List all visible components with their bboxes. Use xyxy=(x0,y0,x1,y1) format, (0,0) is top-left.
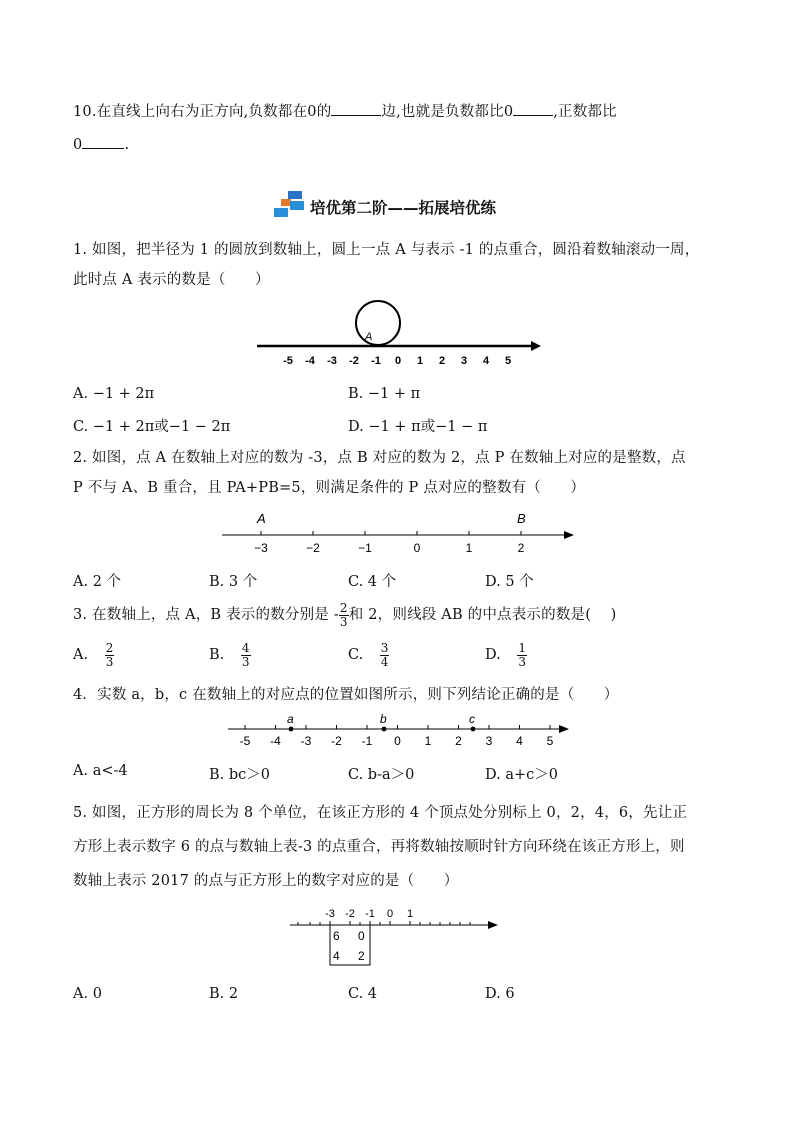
p2-tick-label: 0 xyxy=(413,541,421,555)
p3-stem xyxy=(73,601,616,629)
q10-text-2: 边,也就是负数都比0 xyxy=(381,104,514,120)
p4-label-a: a xyxy=(287,712,294,726)
p2-option-c[interactable]: C. 4 个 xyxy=(348,574,397,590)
p4-tick-label: 2 xyxy=(455,734,462,748)
q10-blank-2[interactable] xyxy=(513,101,553,116)
q10-line2 xyxy=(73,134,129,153)
p4-label-b: b xyxy=(380,712,387,726)
p1-circle xyxy=(356,301,400,345)
p3-fraction xyxy=(339,602,349,629)
q10-line1 xyxy=(73,100,617,121)
p2-tick-label: −3 xyxy=(254,541,268,555)
p2-stem-line2: P 不与 A、B 重合，且 PA+PB=5，则满足条件的 P 点对应的整数有（ ） xyxy=(73,480,586,496)
p2-label-b: B xyxy=(517,511,526,526)
p4-option-d[interactable]: D. a+c＞0 xyxy=(485,767,558,783)
p5-corner-tl: 6 xyxy=(333,929,340,943)
p1-stem-line1: 1. 如图，把半径为 1 的圆放到数轴上，圆上一点 A 与表示 -1 的点重合，圆沿着数轴滚动一周， xyxy=(73,242,700,258)
p3-option-b-den: 3 xyxy=(241,654,250,669)
p4-tick-label: -5 xyxy=(239,734,251,748)
p1-tick-label: -4 xyxy=(305,355,315,367)
p1-stem-line2: 此时点 A 表示的数是（ ） xyxy=(73,272,270,288)
p3-option-b-letter: B. xyxy=(209,647,225,663)
p4-tick-label: 0 xyxy=(394,734,401,748)
p3-option-d-num: 1 xyxy=(518,640,526,655)
p5-corner-tr: 0 xyxy=(358,929,365,943)
p3-frac-den: 3 xyxy=(339,614,348,629)
p5-corner-bl: 4 xyxy=(333,949,340,963)
q10-blank-1[interactable] xyxy=(331,101,381,116)
p2-label-a: A xyxy=(257,511,266,526)
p5-option-b[interactable]: B. 2 xyxy=(209,986,239,1002)
p4-tick-label: 5 xyxy=(546,734,554,748)
p4-tick-label: 3 xyxy=(485,734,493,748)
p3-option-b[interactable] xyxy=(209,640,251,670)
p2-option-d[interactable]: D. 5 个 xyxy=(485,574,534,590)
p1-tick-label: -3 xyxy=(327,355,337,367)
p3-stem-a: 3. 在数轴上，点 A，B 表示的数分别是 - xyxy=(73,607,339,623)
p1-tick-label: 0 xyxy=(394,355,402,367)
q10-text-3: ,正数都比 xyxy=(553,104,617,120)
p5-tick-label: -1 xyxy=(365,908,375,920)
p5-tick-label: 1 xyxy=(406,908,414,920)
p3-option-c-num: 3 xyxy=(380,640,389,655)
p4-option-b[interactable]: B. bc＞0 xyxy=(209,767,271,783)
p5-tick-label: 0 xyxy=(386,908,394,920)
p2-tick-label: 2 xyxy=(517,541,525,555)
p4-tick-label: -1 xyxy=(361,734,373,748)
p1-point-label: A xyxy=(365,331,373,343)
p1-tick-label: 3 xyxy=(460,355,468,367)
section-title: 培优第二阶——拓展培优练 xyxy=(310,199,497,217)
p4-stem: 4．实数 a，b，c 在数轴上的对应点的位置如图所示，则下列结论正确的是（ ） xyxy=(73,687,619,703)
p1-option-d[interactable]: D. −1 + π或−1 − π xyxy=(348,419,488,435)
p3-option-c-frac xyxy=(380,642,390,669)
p1-tick-label: 2 xyxy=(438,355,446,367)
p3-option-d-frac xyxy=(517,642,527,669)
p2-option-a[interactable]: A. 2 个 xyxy=(73,574,122,590)
p5-tick-label: -2 xyxy=(345,908,355,920)
p5-stem-line1: 5. 如图，正方形的周长为 8 个单位，在该正方形的 4 个顶点处分别标上 0，2，4，6，先让正 xyxy=(73,805,688,821)
p3-option-a-letter: A. xyxy=(73,647,89,663)
p3-option-c-den: 4 xyxy=(380,654,389,669)
p5-option-d[interactable]: D. 6 xyxy=(485,986,515,1002)
p1-option-b[interactable]: B. −1 + π xyxy=(348,386,421,402)
p4-figure xyxy=(225,711,575,751)
p1-tick-label: 1 xyxy=(416,355,424,367)
p2-tick-label: −2 xyxy=(306,541,320,555)
p1-tick-label: 5 xyxy=(504,355,512,367)
p3-option-a-den: 3 xyxy=(105,654,114,669)
p5-corner-br: 2 xyxy=(358,949,365,963)
p4-tick-label: -2 xyxy=(331,734,342,748)
p3-option-d-letter: D. xyxy=(485,647,501,663)
p1-tick-label: -1 xyxy=(371,355,381,367)
q10-text-1: 10.在直线上向右为正方向,负数都在0的 xyxy=(73,104,332,120)
p2-tick-label: −1 xyxy=(358,541,372,555)
p1-tick-label: -5 xyxy=(283,355,293,367)
p3-option-c[interactable] xyxy=(348,640,389,670)
p4-tick-label: 1 xyxy=(424,734,432,748)
p3-option-a-num: 2 xyxy=(105,640,114,655)
p4-label-c: c xyxy=(469,712,475,726)
p3-stem-b: 和 2，则线段 AB 的中点表示的数是( ) xyxy=(348,607,617,623)
p3-option-d-den: 3 xyxy=(518,654,526,669)
p3-option-c-letter: C. xyxy=(348,647,364,663)
q10-text-4: 0 xyxy=(73,137,83,153)
p3-option-b-frac xyxy=(241,642,251,669)
p4-point-a xyxy=(289,727,294,732)
p3-option-d[interactable] xyxy=(485,640,527,670)
p5-option-c[interactable]: C. 4 xyxy=(348,986,378,1002)
p2-tick-label: 1 xyxy=(465,541,473,555)
p1-option-a[interactable]: A. −1 + 2π xyxy=(73,386,155,402)
p4-point-b xyxy=(382,727,387,732)
q10-blank-3[interactable] xyxy=(82,134,124,149)
p1-tick-label: 4 xyxy=(482,355,490,367)
p2-stem-line1: 2. 如图，点 A 在数轴上对应的数为 -3，点 B 对应的数为 2，点 P 在数轴上对应的是整数，点 xyxy=(73,450,686,466)
p2-option-b[interactable]: B. 3 个 xyxy=(209,574,258,590)
p3-option-a[interactable] xyxy=(73,640,114,670)
p4-option-c[interactable]: C. b-a＞0 xyxy=(348,767,415,783)
p4-tick-label: -3 xyxy=(300,734,312,748)
p5-option-a[interactable]: A. 0 xyxy=(73,986,102,1002)
p4-option-a[interactable]: A. a<-4 xyxy=(73,763,128,779)
p2-figure xyxy=(218,510,588,560)
p3-option-b-num: 4 xyxy=(241,640,250,655)
p5-stem-line2: 方形上表示数字 6 的点与数轴上表-3 的点重合，再将数轴按顺时针方向环绕在该正方形上，则 xyxy=(73,839,685,855)
q10-text-5: . xyxy=(124,137,130,153)
p5-tick-label: -3 xyxy=(325,908,335,920)
p5-figure xyxy=(288,900,508,970)
p4-tick-label: 4 xyxy=(516,734,523,748)
p1-tick-label: -2 xyxy=(349,355,359,367)
p3-frac-num: 2 xyxy=(339,600,348,615)
p4-point-c xyxy=(471,727,476,732)
p1-option-c[interactable]: C. −1 + 2π或−1 − 2π xyxy=(73,419,231,435)
p3-option-a-frac xyxy=(105,642,115,669)
p1-figure xyxy=(255,296,555,376)
section-banner-icon xyxy=(272,190,306,220)
p4-tick-label: -4 xyxy=(270,734,281,748)
p5-stem-line3: 数轴上表示 2017 的点与正方形上的数字对应的是（ ） xyxy=(73,873,459,889)
